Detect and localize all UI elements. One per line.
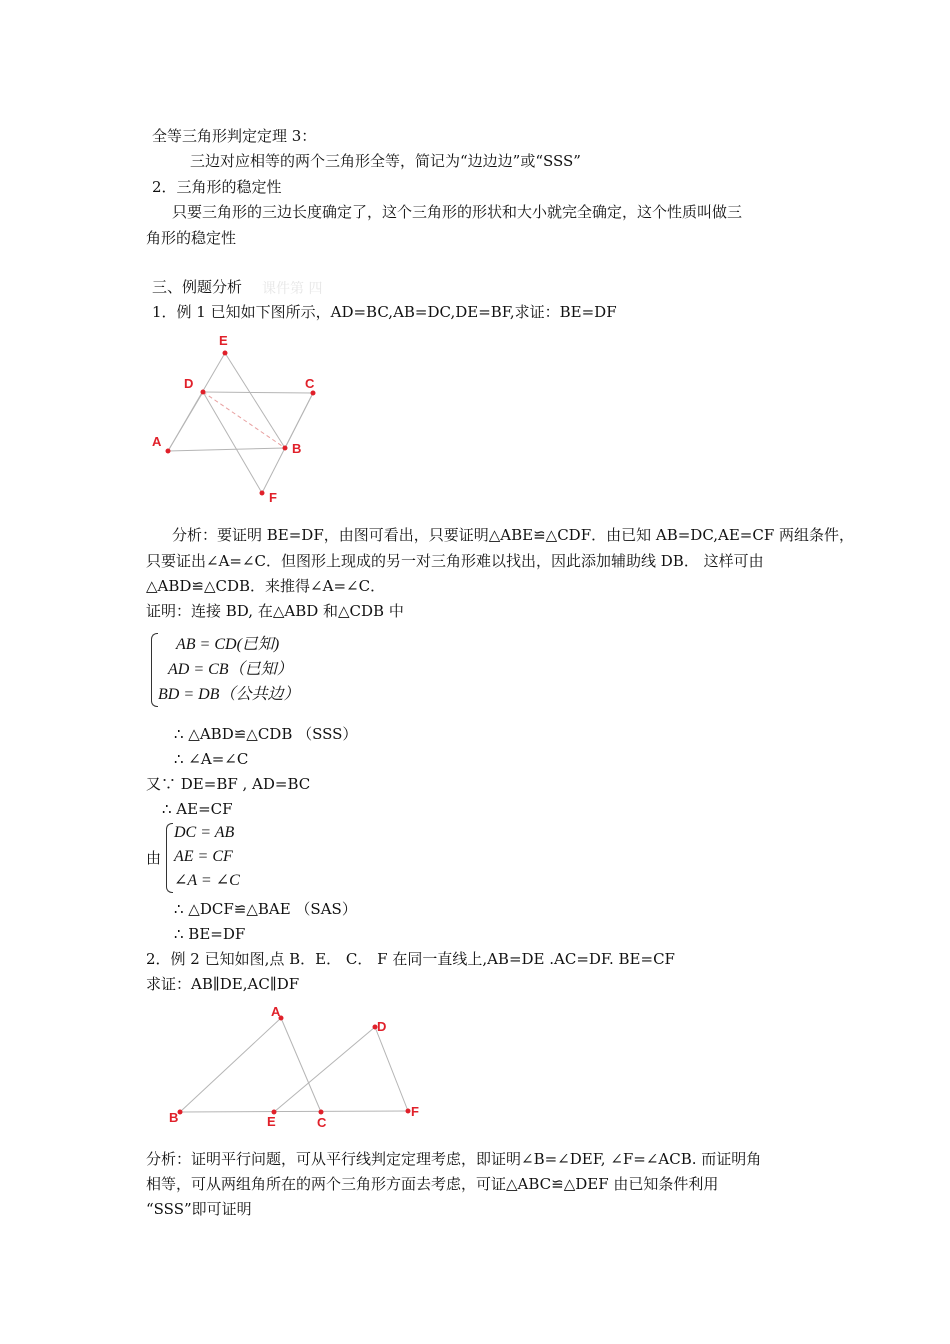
example1-step2: ∴ ∠A=∠C: [174, 750, 249, 768]
example1-proof-intro: 证明：连接 BD, 在△ABD 和△CDB 中: [146, 602, 404, 620]
line-dc: [203, 392, 313, 393]
line-ba: [180, 1018, 281, 1112]
line-cb: [285, 393, 313, 448]
example1-statement: 1．例 1 已知如下图所示，AD=BC,AB=DC,DE=BF,求证：BE=DF: [152, 303, 617, 321]
system1-line3: BD = DB（公共边）: [158, 686, 300, 703]
system2-line1: DC = AB: [174, 824, 235, 841]
point-b: [283, 446, 288, 451]
line-eb: [225, 353, 285, 448]
example1-step5: ∴ △DCF≌△BAE （SAS）: [174, 900, 357, 918]
point-e: [223, 351, 228, 356]
label-f: F: [269, 490, 277, 505]
system2-line3: ∠A = ∠C: [174, 872, 240, 889]
by-label: 由: [146, 849, 162, 867]
example2-analysis-line1: 分析：证明平行问题，可从平行线判定定理考虑，即证明∠B=∠DEF, ∠F=∠ACB. 而证明角: [146, 1150, 762, 1168]
label-a: A: [152, 434, 162, 449]
theorem-title: 全等三角形判定定理 3：: [152, 127, 317, 145]
example2-prove: 求证：AB∥DE,AC∥DF: [146, 975, 300, 993]
line-da: [168, 392, 203, 451]
line-ab: [168, 448, 285, 451]
example2-figure: [165, 1002, 435, 1132]
system1-line1: AB = CD(已知): [176, 636, 280, 653]
section-heading: 三、例题分析: [152, 278, 243, 296]
stability-heading: 2．三角形的稳定性: [152, 178, 282, 196]
example2-statement: 2．例 2 已知如图,点 B．E． C． F 在同一直线上,AB=DE .AC=DF. BE=CF: [146, 950, 675, 968]
example1-step3: 又∵ DE=BF , AD=BC: [146, 775, 311, 793]
label-c: C: [305, 376, 315, 391]
stability-text-line2: 角形的稳定性: [146, 229, 237, 247]
point-f: [260, 491, 265, 496]
example1-analysis-line1: 分析：要证明 BE=DF，由图可看出，只要证明△ABE≌△CDF．由已知 AB=DC,AE=CF 两组条件，: [172, 526, 855, 544]
point-d: [201, 390, 206, 395]
label-b: B: [169, 1110, 179, 1125]
line-db-auxiliary: [203, 392, 285, 448]
example1-step4: ∴ AE=CF: [162, 800, 233, 818]
system2-brace: [166, 823, 173, 893]
label-c: C: [317, 1115, 327, 1130]
watermark-text: 课件第 四: [262, 281, 323, 297]
system1-line2: AD = CB（已知）: [168, 661, 293, 678]
example1-analysis-line3: △ABD≌△CDB．来推得∠A=∠C．: [146, 577, 386, 595]
label-f: F: [411, 1104, 419, 1119]
label-d: D: [377, 1019, 387, 1034]
theorem-statement: 三边对应相等的两个三角形全等，简记为“边边边”或“SSS”: [190, 152, 581, 170]
label-d: D: [184, 376, 194, 391]
example1-analysis-line2: 只要证出∠A=∠C．但图形上现成的另一对三角形难以找出，因此添加辅助线 DB． 这样可由: [146, 552, 764, 570]
example1-figure: [148, 330, 338, 510]
example2-analysis-line2: 相等，可从两组角所在的两个三角形方面去考虑，可证△ABC≌△DEF 由已知条件利用: [146, 1175, 719, 1193]
point-c: [311, 391, 316, 396]
example1-step1: ∴ △ABD≌△CDB （SSS）: [174, 725, 358, 743]
line-ed: [274, 1027, 375, 1112]
system1-brace: [151, 633, 158, 707]
point-c: [319, 1110, 324, 1115]
line-df: [203, 392, 262, 493]
label-a: A: [271, 1004, 281, 1019]
line-df: [375, 1027, 408, 1111]
line-bf: [180, 1111, 408, 1112]
stability-text-line1: 只要三角形的三边长度确定了，这个三角形的形状和大小就完全确定，这个性质叫做三: [172, 203, 743, 221]
point-f: [406, 1109, 411, 1114]
label-e: E: [219, 333, 228, 348]
system2-line2: AE = CF: [174, 848, 233, 865]
line-ac: [281, 1018, 321, 1112]
label-e: E: [267, 1114, 276, 1129]
example1-step6: ∴ BE=DF: [174, 925, 246, 943]
example2-analysis-line3: “SSS”即可证明: [146, 1200, 252, 1218]
label-b: B: [292, 441, 302, 456]
point-a: [166, 449, 171, 454]
